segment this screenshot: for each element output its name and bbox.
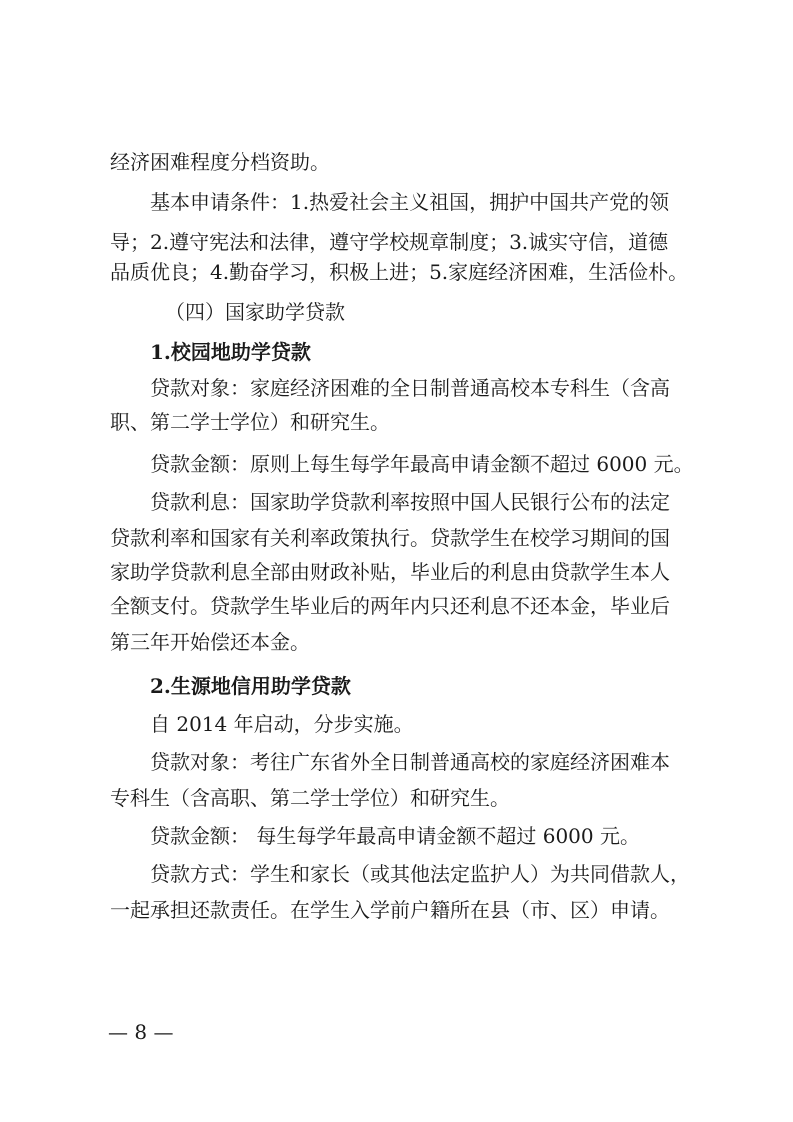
paragraph-line: 导；2.遵守宪法和法律，遵守学校规章制度；3.诚实守信，道德 <box>110 230 669 254</box>
paragraph-line: 贷款金额： 每生每学年最高申请金额不超过 6000 元。 <box>150 824 640 848</box>
section-heading: （四）国家助学贷款 <box>165 300 345 324</box>
paragraph-line: 贷款对象：家庭经济困难的全日制普通高校本专科生（含高 <box>150 376 670 400</box>
subsection-heading: 1.校园地助学贷款 <box>150 340 311 364</box>
paragraph-line: 全额支付。贷款学生毕业后的两年内只还利息不还本金，毕业后 <box>110 594 670 618</box>
paragraph-line: 职、第二学士学位）和研究生。 <box>110 410 390 434</box>
paragraph-line: 第三年开始偿还本金。 <box>110 630 310 654</box>
paragraph-line: 贷款对象：考往广东省外全日制普通高校的家庭经济困难本 <box>150 750 670 774</box>
paragraph-line: 家助学贷款利息全部由财政补贴，毕业后的利息由贷款学生本人 <box>110 560 670 584</box>
paragraph-line: 贷款金额：原则上每生每学年最高申请金额不超过 6000 元。 <box>150 452 694 476</box>
subsection-heading: 2.生源地信用助学贷款 <box>150 674 351 698</box>
paragraph-line: 专科生（含高职、第二学士学位）和研究生。 <box>110 786 510 810</box>
paragraph-line: 自 2014 年启动，分步实施。 <box>150 712 414 736</box>
paragraph-line: 一起承担还款责任。在学生入学前户籍所在县（市、区）申请。 <box>110 898 670 922</box>
page-number: — 8 — <box>108 1020 174 1044</box>
paragraph-line: 贷款利率和国家有关利率政策执行。贷款学生在校学习期间的国 <box>110 526 670 550</box>
paragraph-line: 基本申请条件：1.热爱社会主义祖国，拥护中国共产党的领 <box>150 190 670 214</box>
paragraph-line: 经济困难程度分档资助。 <box>110 150 330 174</box>
paragraph-line: 品质优良；4.勤奋学习，积极上进；5.家庭经济困难，生活俭朴。 <box>110 260 689 284</box>
paragraph-line: 贷款利息：国家助学贷款利率按照中国人民银行公布的法定 <box>150 490 670 514</box>
paragraph-line: 贷款方式：学生和家长（或其他法定监护人）为共同借款人， <box>150 862 690 886</box>
